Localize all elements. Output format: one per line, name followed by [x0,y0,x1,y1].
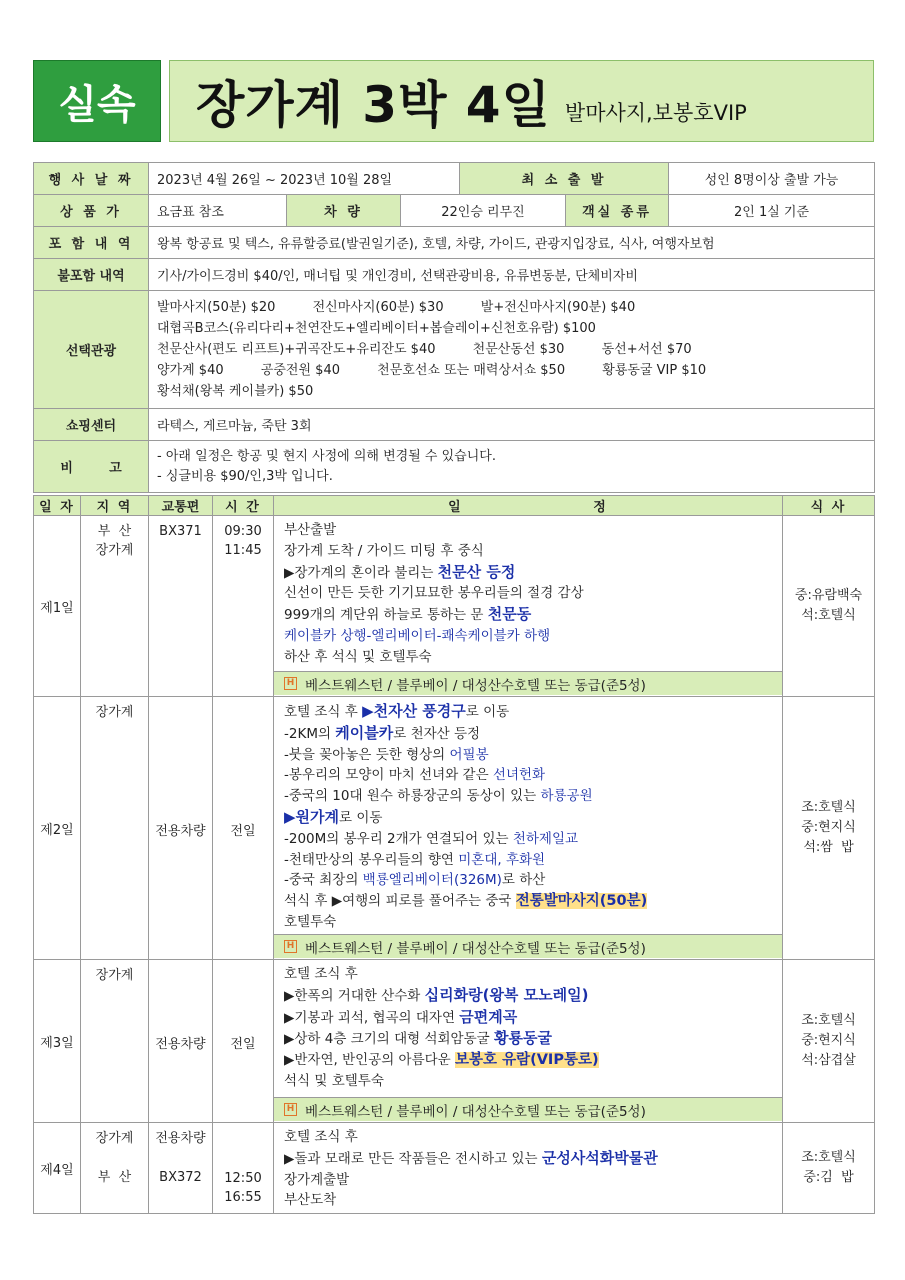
time-value: 09:30 [224,524,262,539]
page-header [33,60,874,142]
meal-item: 중:현지식 [801,820,856,835]
info-row-options [34,291,875,409]
itinerary-line: 호텔투숙 [284,913,337,930]
vehicle-type: 전용차량 [155,1131,206,1146]
region-cell [81,1123,149,1214]
category-badge: 실속 [33,60,161,142]
region-cell [81,516,149,697]
header-meal: 식 사 [783,496,875,516]
period-value: 2023년 4월 26일 ~ 2023년 10월 28일 [149,163,460,195]
meal-item: 중:김 밥 [803,1170,854,1186]
itinerary-line: 부산도착 [284,1192,337,1209]
room-value: 2인 1실 기준 [669,195,875,227]
itinerary-cell [274,516,783,697]
itinerary-line: -중국 최장의 백룡엘리베이터(326M)로 하산 [284,872,546,889]
itinerary-line: -중국의 10대 원수 하룡장군의 동상이 있는 하룡공원 [284,788,593,805]
region-name: 장가계 [95,705,134,720]
highlight-attraction: 천문동 [487,605,532,624]
region-name: 부 산 [97,1170,132,1185]
region-cell [81,960,149,1123]
vehicle-label: 차 량 [287,195,401,227]
day-label: 제1일 [34,516,81,697]
itinerary-line: ▶한폭의 거대한 산수화 십리화랑(왕복 모노레일) [284,985,589,1004]
itinerary-line: ▶상하 4층 크기의 대형 석회암동굴 황룡동굴 [284,1029,552,1048]
time-value: 11:45 [224,543,262,558]
schedule-table [33,495,875,1214]
itinerary-line: -2KM의 케이블카로 천자산 등정 [284,723,481,742]
time-cell [213,1123,274,1214]
room-label: 객실 종류 [566,195,669,227]
option-line: 대협곡B코스(유리다리+천연잔도+엘리베이터+봅슬레이+신천호유람) $100 [157,321,596,336]
region-name: 장가계 [95,543,134,558]
shopping-value: 라텍스, 게르마늄, 죽탄 3회 [149,409,875,441]
highlight-attraction: 천문산 등정 [437,562,516,581]
day-row-2 [34,697,875,960]
included-value: 왕복 항공료 및 텍스, 유류할증료(발권일기준), 호텔, 차량, 가이드, 관광지입장료, 식사, 여행자보험 [149,227,875,259]
itinerary-line: -200M의 봉우리 2개가 연결되어 있는 천하제일교 [284,830,579,847]
transport-cell [149,516,213,697]
info-row-included [34,227,875,259]
meal-cell [783,1123,875,1214]
header-itinerary: 일 정 [274,496,783,516]
day-row-1 [34,516,875,697]
hotel-bar [274,1097,782,1121]
page-subtitle: 발마사지,보봉호VIP [564,101,747,125]
excluded-label: 불포함 내역 [34,259,149,291]
options-label: 선택관광 [34,291,149,409]
vehicle-type: 전용차량 [155,823,206,839]
itinerary-cell [274,697,783,960]
time-value: 전일 [230,823,256,839]
meal-item: 조:호텔식 [801,800,856,815]
itinerary-line: ▶돌과 모래로 만든 작품들은 전시하고 있는 군성사석화박물관 [284,1148,658,1167]
itinerary-line: -봉우리의 모양이 마치 선녀와 같은 선녀헌화 [284,767,546,784]
excluded-value: 기사/가이드경비 $40/인, 매너팁 및 개인경비, 선택관광비용, 유류변동분, 단체비자비 [149,259,875,291]
hotel-text: 베스트웨스턴 / 블루베이 / 대성산수호텔 또는 동급(준5성) [305,1103,646,1120]
vehicle-value: 22인승 리무진 [401,195,566,227]
time-cell [213,960,274,1123]
header-day: 일 자 [34,496,81,516]
region-cell [81,697,149,960]
meal-item: 중:유람백숙 [794,588,863,603]
region-name: 장가계 [95,1131,134,1146]
header-time: 시 간 [213,496,274,516]
price-value: 요금표 참조 [149,195,287,227]
itinerary-line: 장가계출발 [284,1171,350,1188]
highlight-massage: 전통발마사지(50분) [515,893,648,910]
itinerary-line: ▶기봉과 괴석, 협곡의 대자연 금편계곡 [284,1007,518,1026]
meal-cell [783,516,875,697]
itinerary-cell [274,1123,783,1214]
meal-item: 중:현지식 [801,1033,856,1048]
day-row-3 [34,960,875,1123]
period-label: 행 사 날 짜 [34,163,149,195]
itinerary-line: 999개의 계단위 하늘로 통하는 문 천문동 [284,605,532,624]
min-departure-label: 최 소 출 발 [460,163,669,195]
hotel-bar [274,934,782,958]
itinerary-line: 석식 및 호텔투숙 [284,1072,384,1089]
info-row-shopping [34,409,875,441]
meal-item: 석:호텔식 [801,608,856,623]
region-name: 부 산 [97,524,132,539]
info-table [33,162,875,493]
header-transport: 교통편 [149,496,213,516]
title-box [169,60,874,142]
page-title: 장가계 3박 4일 [196,76,551,134]
note-list [149,441,875,493]
itinerary-line: 호텔 조식 후 [284,1129,358,1145]
time-value: 12:50 [224,1171,262,1186]
hotel-icon: H [284,1103,297,1116]
vehicle-type: 전용차량 [155,1036,206,1052]
itinerary-cell [274,960,783,1123]
itinerary-line: -천태만상의 봉우리들의 향연 미혼대, 후화원 [284,851,546,868]
hotel-text: 베스트웨스턴 / 블루베이 / 대성산수호텔 또는 동급(준5성) [305,677,646,694]
itinerary-line: 신선이 만든 듯한 기기묘묘한 봉우리들의 절경 감상 [284,585,584,602]
transport-cell [149,697,213,960]
itinerary-line: 호텔 조식 후 [284,966,358,982]
meal-cell [783,960,875,1123]
itinerary-line: ▶반자연, 반인공의 아름다운 보봉호 유람(VIP통로) [284,1052,599,1069]
meal-cell [783,697,875,960]
itinerary-line: 부산출발 [284,522,337,538]
included-label: 포 함 내 역 [34,227,149,259]
info-row-excluded [34,259,875,291]
schedule-header-row [34,496,875,516]
day-label: 제4일 [34,1123,81,1214]
note-label: 비 고 [34,441,149,493]
itinerary-line: 석식 후 ▶여행의 피로를 풀어주는 중국 전통발마사지(50분) [284,893,648,910]
meal-item: 석:삼겹살 [801,1053,856,1068]
day-row-4 [34,1123,875,1214]
note-line: - 아래 일정은 항공 및 현지 사정에 의해 변경될 수 있습니다. [157,448,496,464]
itinerary-line: 케이블카 상행-엘리베이터-쾌속케이블카 하행 [284,627,551,644]
day-label: 제3일 [34,960,81,1123]
time-cell [213,516,274,697]
hotel-icon: H [284,677,297,690]
day-label: 제2일 [34,697,81,960]
transport-cell [149,1123,213,1214]
itinerary-line: ▶장가계의 혼이라 불리는 천문산 등정 [284,562,516,581]
flight-number: BX371 [159,524,202,539]
min-departure-value: 성인 8명이상 출발 가능 [669,163,875,195]
option-line: 천문산사(편도 리프트)+귀곡잔도+유리잔도 $40 천문산동선 $30 동선+서선 $70 [157,342,692,357]
itinerary-line: -붓을 꽂아놓은 듯한 형상의 어필봉 [284,746,489,763]
price-label: 상 품 가 [34,195,149,227]
time-cell [213,697,274,960]
info-row-note [34,441,875,493]
highlight-vip: 보봉호 유람(VIP통로) [455,1052,599,1069]
shopping-label: 쇼핑센터 [34,409,149,441]
itinerary-line: ▶원가계로 이동 [284,807,383,826]
itinerary-line: 장가계 도착 / 가이드 미팅 후 중식 [284,542,484,559]
hotel-text: 베스트웨스턴 / 블루베이 / 대성산수호텔 또는 동급(준5성) [305,940,646,957]
note-line: - 싱글비용 $90/인,3박 입니다. [157,468,333,484]
flight-number: BX372 [159,1170,202,1185]
meal-item: 석:쌈 밥 [803,840,854,855]
transport-cell [149,960,213,1123]
meal-item: 조:호텔식 [801,1150,856,1166]
hotel-bar [274,671,782,695]
options-list [149,291,875,409]
info-row-period [34,163,875,195]
time-value: 전일 [230,1036,256,1052]
region-name: 장가계 [95,968,134,983]
header-region: 지 역 [81,496,149,516]
option-line: 황석채(왕복 케이블카) $50 [157,384,314,399]
meal-item: 조:호텔식 [801,1013,856,1028]
itinerary-line: 호텔 조식 후 ▶천자산 풍경구로 이동 [284,702,510,720]
time-value: 16:55 [224,1190,262,1205]
info-row-price [34,195,875,227]
option-line: 발마사지(50분) $20 전신마사지(60분) $30 발+전신마사지(90분) $40 [157,300,636,315]
option-line: 양가계 $40 공중전원 $40 천문호선쇼 또는 매력상서쇼 $50 황룡동굴 VIP $10 [157,363,707,378]
hotel-icon: H [284,940,297,953]
itinerary-line: 하산 후 석식 및 호텔투숙 [284,648,432,665]
